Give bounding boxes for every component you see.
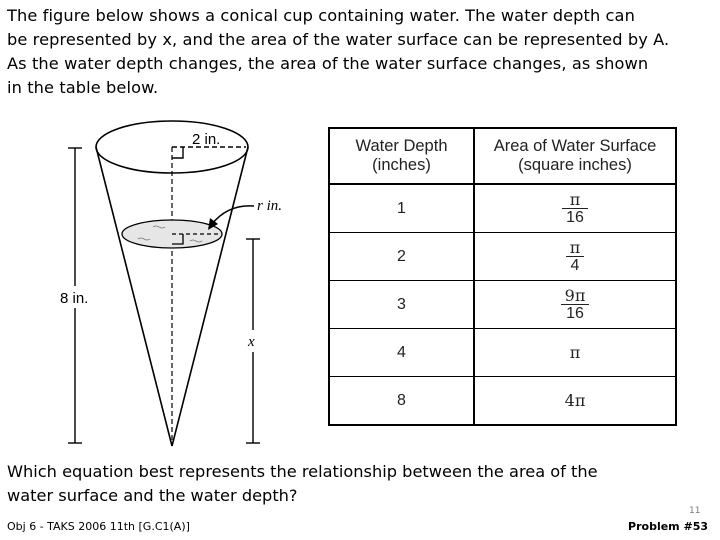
intro-line-2: be represented by x, and the area of the water surface can be represented by A. — [7, 30, 670, 49]
table-row — [329, 329, 676, 377]
top-right-angle-icon — [172, 147, 183, 158]
question-line-1: Which equation best represents the relationship between the area of the — [7, 462, 598, 481]
problem-number: Problem #53 — [628, 520, 708, 533]
water-radius-label: r in. — [257, 198, 283, 214]
intro-line-1: The figure below shows a conical cup containing water. The water depth can — [7, 6, 635, 25]
depth-cell: 3 — [329, 281, 474, 329]
depth-label: x — [248, 334, 255, 350]
area-cell: π — [474, 329, 676, 377]
cone-left-side — [96, 147, 172, 446]
objective-reference: Obj 6 - TAKS 2006 11th [G.C1(A)] — [7, 520, 190, 533]
area-fraction — [566, 239, 585, 274]
area-cell — [474, 184, 676, 233]
question-text — [7, 460, 647, 508]
header-water-depth-line2: (inches) — [372, 156, 431, 174]
depth-cell: 1 — [329, 184, 474, 233]
header-water-depth — [329, 128, 474, 184]
fraction-denominator: 4 — [566, 256, 585, 274]
depth-area-table — [328, 127, 677, 426]
cone-diagram — [40, 110, 300, 450]
table-row — [329, 281, 676, 329]
header-surface-area-line1: Area of Water Surface — [493, 137, 657, 155]
top-radius-label: 2 in. — [192, 131, 221, 148]
question-line-2: water surface and the water depth? — [7, 486, 298, 505]
table-row — [329, 233, 676, 281]
page-number: 11 — [689, 506, 701, 516]
fraction-numerator: 9π — [564, 286, 586, 305]
table-header-row — [329, 128, 676, 184]
area-cell: 4π — [474, 377, 676, 426]
header-surface-area-line2: (square inches) — [518, 156, 632, 174]
fraction-denominator: 16 — [562, 208, 588, 226]
fraction-numerator: π — [569, 190, 581, 209]
area-cell — [474, 233, 676, 281]
fraction-denominator: 16 — [561, 304, 590, 322]
intro-line-4: in the table below. — [7, 78, 159, 97]
depth-cell: 8 — [329, 377, 474, 426]
table-row — [329, 377, 676, 426]
fraction-numerator: π — [569, 238, 581, 257]
table-row — [329, 184, 676, 233]
header-water-depth-line1: Water Depth — [355, 137, 448, 155]
depth-cell: 2 — [329, 233, 474, 281]
intro-line-3: As the water depth changes, the area of the water surface changes, as shown — [7, 54, 649, 73]
depth-cell: 4 — [329, 329, 474, 377]
area-cell — [474, 281, 676, 329]
intro-paragraph — [7, 4, 707, 100]
area-fraction — [562, 191, 588, 226]
area-fraction — [561, 287, 590, 322]
height-label: 8 in. — [60, 290, 89, 307]
pointer-arrow — [212, 206, 254, 224]
cone-right-side — [172, 147, 248, 446]
header-surface-area — [474, 128, 676, 184]
